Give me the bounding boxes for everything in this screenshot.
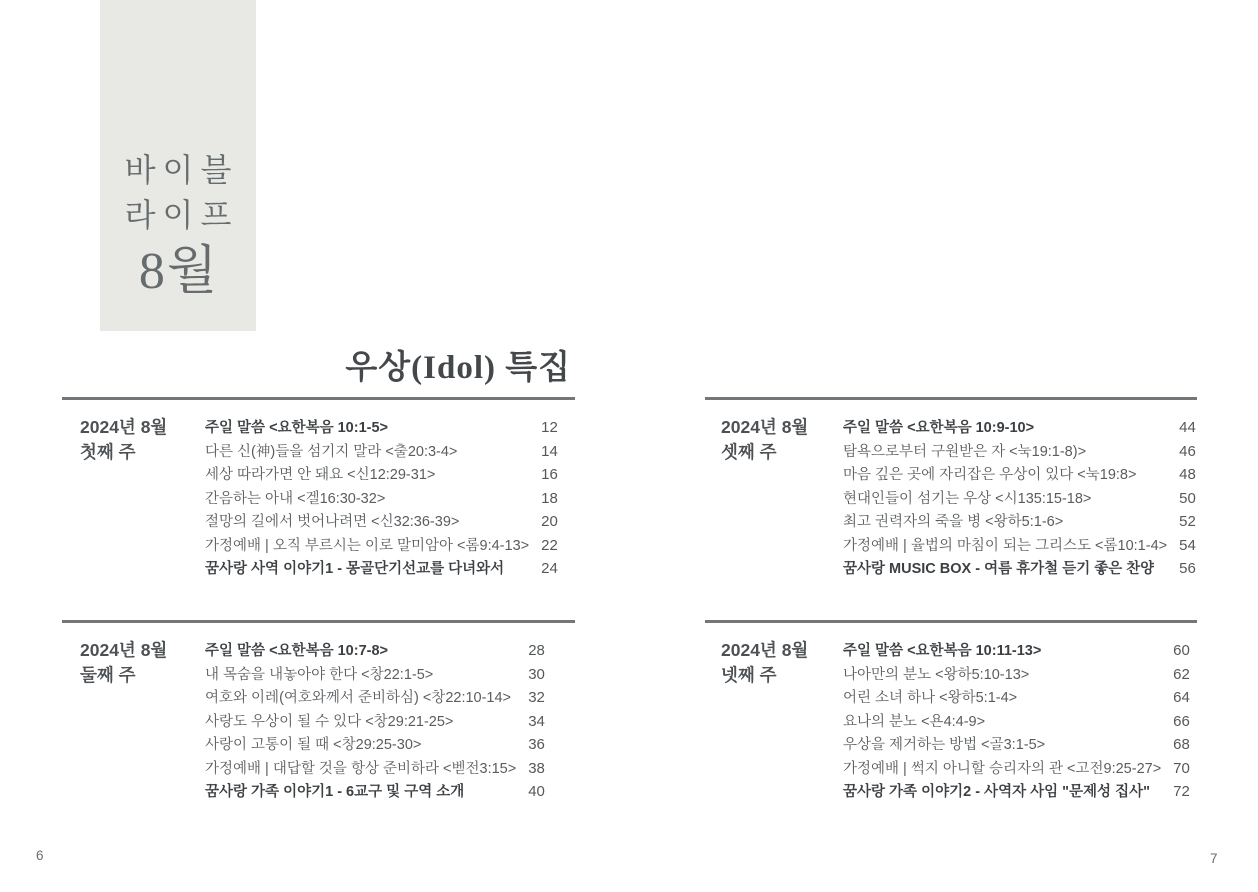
entry-page: 54 [1179,536,1196,554]
entry-page: 60 [1173,642,1190,659]
entry-title: 여호와 이레(여호와께서 준비하심) <창22:10-14> [205,690,512,706]
entry-page: 66 [1173,712,1190,730]
entry-page: 34 [528,712,545,730]
toc-entry [843,686,1190,710]
entry-page: 20 [541,513,558,530]
toc-entry [843,780,1190,804]
entry-title: 주일 말씀 <요한복음 10:7-8> [205,643,388,659]
date-month: 2024년 8월 [80,417,168,437]
toc-entry [843,557,1196,581]
entry-title: 사랑도 우상이 될 수 있다 <창29:21-25> [205,713,454,730]
masthead-month: 8월 [138,243,220,300]
entry-title: 가정예배 | 썩지 아니할 승리자의 관 <고전9:25-27> [843,760,1162,777]
toc-entry [843,663,1190,687]
toc-section-week3 [705,397,1197,581]
section-date [705,415,843,581]
entry-page: 52 [1179,513,1196,530]
toc-entry [843,487,1196,511]
toc-entry [205,510,558,534]
entry-title: 꿈사랑 가족 이야기1 - 6교구 및 구역 소개 [205,784,465,800]
feature-title: 우상(Idol) 특집 [345,350,571,386]
entry-title: 주일 말씀 <요한복음 10:11-13> [843,643,1042,659]
masthead-line2: 라이프 [124,197,239,233]
page-number-right: 7 [1210,851,1218,866]
entry-title: 나아만의 분노 <왕하5:10-13> [843,666,1030,683]
entry-page: 72 [1173,783,1190,800]
entry-page: 36 [528,736,545,753]
toc-entry [205,780,545,804]
toc-entry [205,757,545,781]
toc-section-week1 [62,397,575,581]
entry-list [205,638,578,804]
toc-entry [205,416,558,440]
entry-title: 주일 말씀 <요한복음 10:9-10> [843,420,1035,436]
entry-page: 68 [1173,736,1190,753]
toc-entry [843,440,1196,464]
entry-page: 70 [1173,759,1190,777]
toc-entry [843,416,1196,440]
toc-entry [843,733,1190,757]
masthead-box [100,0,256,331]
entry-page: 32 [528,689,545,706]
entry-list [843,415,1210,581]
entry-title: 어린 소녀 하나 <왕하5:1-4> [843,690,1018,706]
entry-page: 24 [541,560,558,577]
entry-title: 가정예배 | 오직 부르시는 이로 말미암아 <롬9:4-13> [205,537,530,554]
entry-title: 현대인들이 섬기는 우상 <시135:15-18> [843,490,1092,507]
date-month: 2024년 8월 [80,640,168,660]
entry-page: 62 [1173,665,1190,683]
entry-page: 16 [541,466,558,483]
entry-title: 간음하는 아내 <겔16:30-32> [205,490,386,507]
entry-title: 꿈사랑 가족 이야기2 - 사역자 사임 "문제성 집사" [843,784,1150,800]
toc-entry [843,510,1196,534]
entry-page: 44 [1179,419,1196,436]
entry-page: 48 [1179,466,1196,483]
toc-entry [843,463,1196,487]
entry-title: 가정예배 | 대답할 것을 항상 준비하라 <벧전3:15> [205,760,517,777]
entry-page: 12 [541,419,558,436]
entry-list [205,415,591,581]
entry-page: 46 [1179,442,1196,460]
masthead-line1: 바이블 [124,152,239,188]
entry-page: 56 [1179,560,1196,577]
entry-page: 22 [541,536,558,554]
toc-entry [205,440,558,464]
entry-title: 사랑이 고통이 될 때 <창29:25-30> [205,737,422,753]
section-date [62,638,205,804]
date-week: 셋째 주 [721,442,777,462]
entry-title: 가정예배 | 율법의 마침이 되는 그리스도 <롬10:1-4> [843,537,1168,554]
toc-entry [205,487,558,511]
page-number-left: 6 [36,848,44,863]
entry-title: 최고 권력자의 죽을 병 <왕하5:1-6> [843,514,1064,530]
toc-entry [205,663,545,687]
section-date [62,415,205,581]
entry-page: 40 [528,783,545,800]
toc-section-week2 [62,620,575,804]
entry-title: 탐욕으로부터 구원받은 자 <눅19:1-8)> [843,443,1087,460]
entry-title: 다른 신(神)들을 섬기지 말라 <출20:3-4> [205,443,458,460]
entry-title: 마음 깊은 곳에 자리잡은 우상이 있다 <눅19:8> [843,467,1137,483]
entry-page: 64 [1173,689,1190,706]
entry-page: 28 [528,642,545,659]
toc-entry [205,710,545,734]
entry-page: 14 [541,442,558,460]
toc-entry [843,710,1190,734]
entry-title: 내 목숨을 내놓아야 한다 <창22:1-5> [205,666,434,683]
entry-title: 꿈사랑 사역 이야기1 - 몽골단기선교를 다녀와서 [205,561,505,577]
toc-section-week4 [705,620,1197,804]
section-date [705,638,843,804]
toc-entry [205,686,545,710]
date-month: 2024년 8월 [721,640,809,660]
date-week: 넷째 주 [721,665,777,685]
toc-entry [205,733,545,757]
toc-entry [843,534,1196,558]
toc-entry [843,757,1190,781]
entry-title: 절망의 길에서 벗어나려면 <신32:36-39> [205,514,460,530]
entry-page: 38 [528,759,545,777]
entry-title: 꿈사랑 MUSIC BOX - 여름 휴가철 듣기 좋은 찬양 [843,561,1155,577]
entry-page: 18 [541,489,558,507]
toc-entry [205,639,545,663]
entry-title: 주일 말씀 <요한복음 10:1-5> [205,420,388,436]
entry-title: 우상을 제거하는 방법 <골3:1-5> [843,737,1046,753]
entry-title: 세상 따라가면 안 돼요 <신12:29-31> [205,467,436,483]
entry-page: 30 [528,665,545,683]
date-month: 2024년 8월 [721,417,809,437]
toc-entry [205,463,558,487]
toc-entry [205,557,558,581]
toc-entry [205,534,558,558]
date-week: 첫째 주 [80,442,136,462]
entry-list [843,638,1204,804]
toc-entry [843,639,1190,663]
date-week: 둘째 주 [80,665,136,685]
entry-title: 요나의 분노 <욘4:4-9> [843,713,986,730]
entry-page: 50 [1179,489,1196,507]
